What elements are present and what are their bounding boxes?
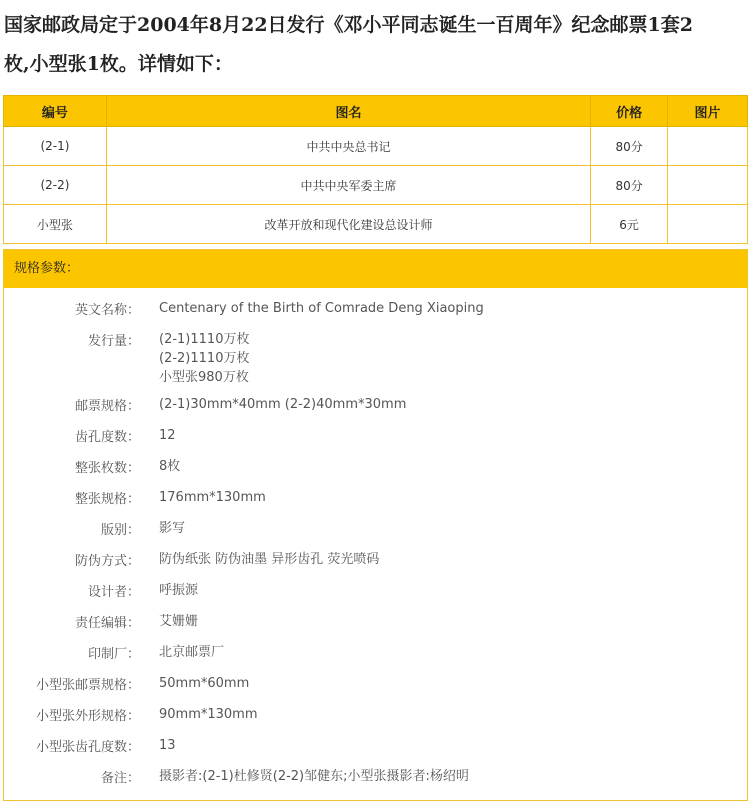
spec-label: 备注： bbox=[100, 771, 140, 786]
spec-value-line: 北京邮票厂 bbox=[159, 645, 225, 660]
spec-label: 版别： bbox=[100, 523, 140, 538]
spec-label: 整张枚数： bbox=[74, 461, 140, 476]
cell-price: 80分 bbox=[591, 127, 668, 166]
spec-label: 邮票规格： bbox=[74, 399, 140, 414]
cell-price: 6元 bbox=[591, 205, 668, 244]
spec-value-line: 13 bbox=[159, 738, 176, 753]
intro-line-1: 国家邮政局定于2004年8月22日发行《邓小平同志诞生一百周年》纪念邮票1套2 bbox=[4, 14, 693, 36]
spec-label: 印制厂： bbox=[87, 647, 140, 662]
intro-paragraph bbox=[4, 6, 748, 84]
spec-panel bbox=[3, 249, 748, 801]
spec-label: 小型张邮票规格： bbox=[35, 678, 140, 693]
spec-value bbox=[159, 330, 249, 387]
header-price: 价格 bbox=[591, 96, 668, 127]
spec-value-line: 176mm*130mm bbox=[159, 490, 266, 505]
spec-title: 规格参数： bbox=[4, 250, 747, 288]
table-row bbox=[4, 127, 748, 166]
spec-label: 英文名称： bbox=[74, 303, 140, 318]
spec-value-line: 50mm*60mm bbox=[159, 676, 250, 691]
spec-label: 小型张外形规格： bbox=[35, 709, 140, 724]
spec-value-line: (2-1)30mm*40mm (2-2)40mm*30mm bbox=[159, 397, 407, 412]
spec-value bbox=[159, 736, 176, 755]
spec-value bbox=[159, 488, 266, 507]
cell-image bbox=[668, 166, 748, 205]
spec-value-line: 小型张980万枚 bbox=[159, 370, 249, 385]
spec-value-line: 艾姗姗 bbox=[159, 614, 199, 629]
spec-label: 设计者： bbox=[87, 585, 140, 600]
spec-value-line: 呼振源 bbox=[159, 583, 199, 598]
spec-value bbox=[159, 550, 379, 569]
spec-label: 防伪方式： bbox=[74, 554, 140, 569]
cell-image bbox=[668, 205, 748, 244]
spec-value-line: 12 bbox=[159, 428, 176, 443]
spec-label: 责任编辑： bbox=[74, 616, 140, 631]
cell-image bbox=[668, 127, 748, 166]
spec-value bbox=[159, 395, 406, 414]
cell-name: 中共中央总书记 bbox=[106, 127, 590, 166]
spec-label: 齿孔度数： bbox=[74, 430, 140, 445]
spec-label: 发行量： bbox=[87, 334, 140, 349]
spec-value-line: 影写 bbox=[159, 521, 186, 536]
header-name: 图名 bbox=[106, 96, 590, 127]
table-row bbox=[4, 166, 748, 205]
spec-value bbox=[159, 767, 469, 786]
spec-label: 整张规格： bbox=[74, 492, 140, 507]
spec-value bbox=[159, 457, 180, 476]
spec-label: 小型张齿孔度数： bbox=[35, 740, 140, 755]
spec-value bbox=[159, 426, 176, 445]
spec-value-line: Centenary of the Birth of Comrade Deng Xiaoping bbox=[159, 301, 484, 316]
spec-value bbox=[159, 643, 224, 662]
spec-value bbox=[159, 299, 484, 318]
cell-id: (2-2) bbox=[4, 166, 107, 205]
header-id: 编号 bbox=[4, 96, 107, 127]
spec-value-line: 防伪纸张 防伪油墨 异形齿孔 荧光喷码 bbox=[159, 552, 380, 567]
spec-value-line: 摄影者:(2-1)杜修贤(2-2)邹健东;小型张摄影者:杨绍明 bbox=[159, 769, 469, 784]
spec-value-line: 8枚 bbox=[159, 459, 181, 474]
cell-name: 改革开放和现代化建设总设计师 bbox=[106, 205, 590, 244]
cell-id: 小型张 bbox=[4, 205, 107, 244]
spec-value bbox=[159, 581, 198, 600]
header-image: 图片 bbox=[668, 96, 748, 127]
table-row bbox=[4, 205, 748, 244]
spec-value-line: (2-1)1110万枚 bbox=[159, 332, 250, 347]
spec-value bbox=[159, 674, 249, 693]
spec-value bbox=[159, 705, 258, 724]
spec-value-line: (2-2)1110万枚 bbox=[159, 351, 250, 366]
table-header-row bbox=[4, 96, 748, 127]
spec-value bbox=[159, 612, 198, 631]
spec-value bbox=[159, 519, 185, 538]
intro-line-2: 枚,小型张1枚。详情如下： bbox=[4, 53, 233, 75]
cell-name: 中共中央军委主席 bbox=[106, 166, 590, 205]
stamp-table bbox=[3, 95, 748, 244]
cell-price: 80分 bbox=[591, 166, 668, 205]
cell-id: (2-1) bbox=[4, 127, 107, 166]
spec-value-line: 90mm*130mm bbox=[159, 707, 258, 722]
